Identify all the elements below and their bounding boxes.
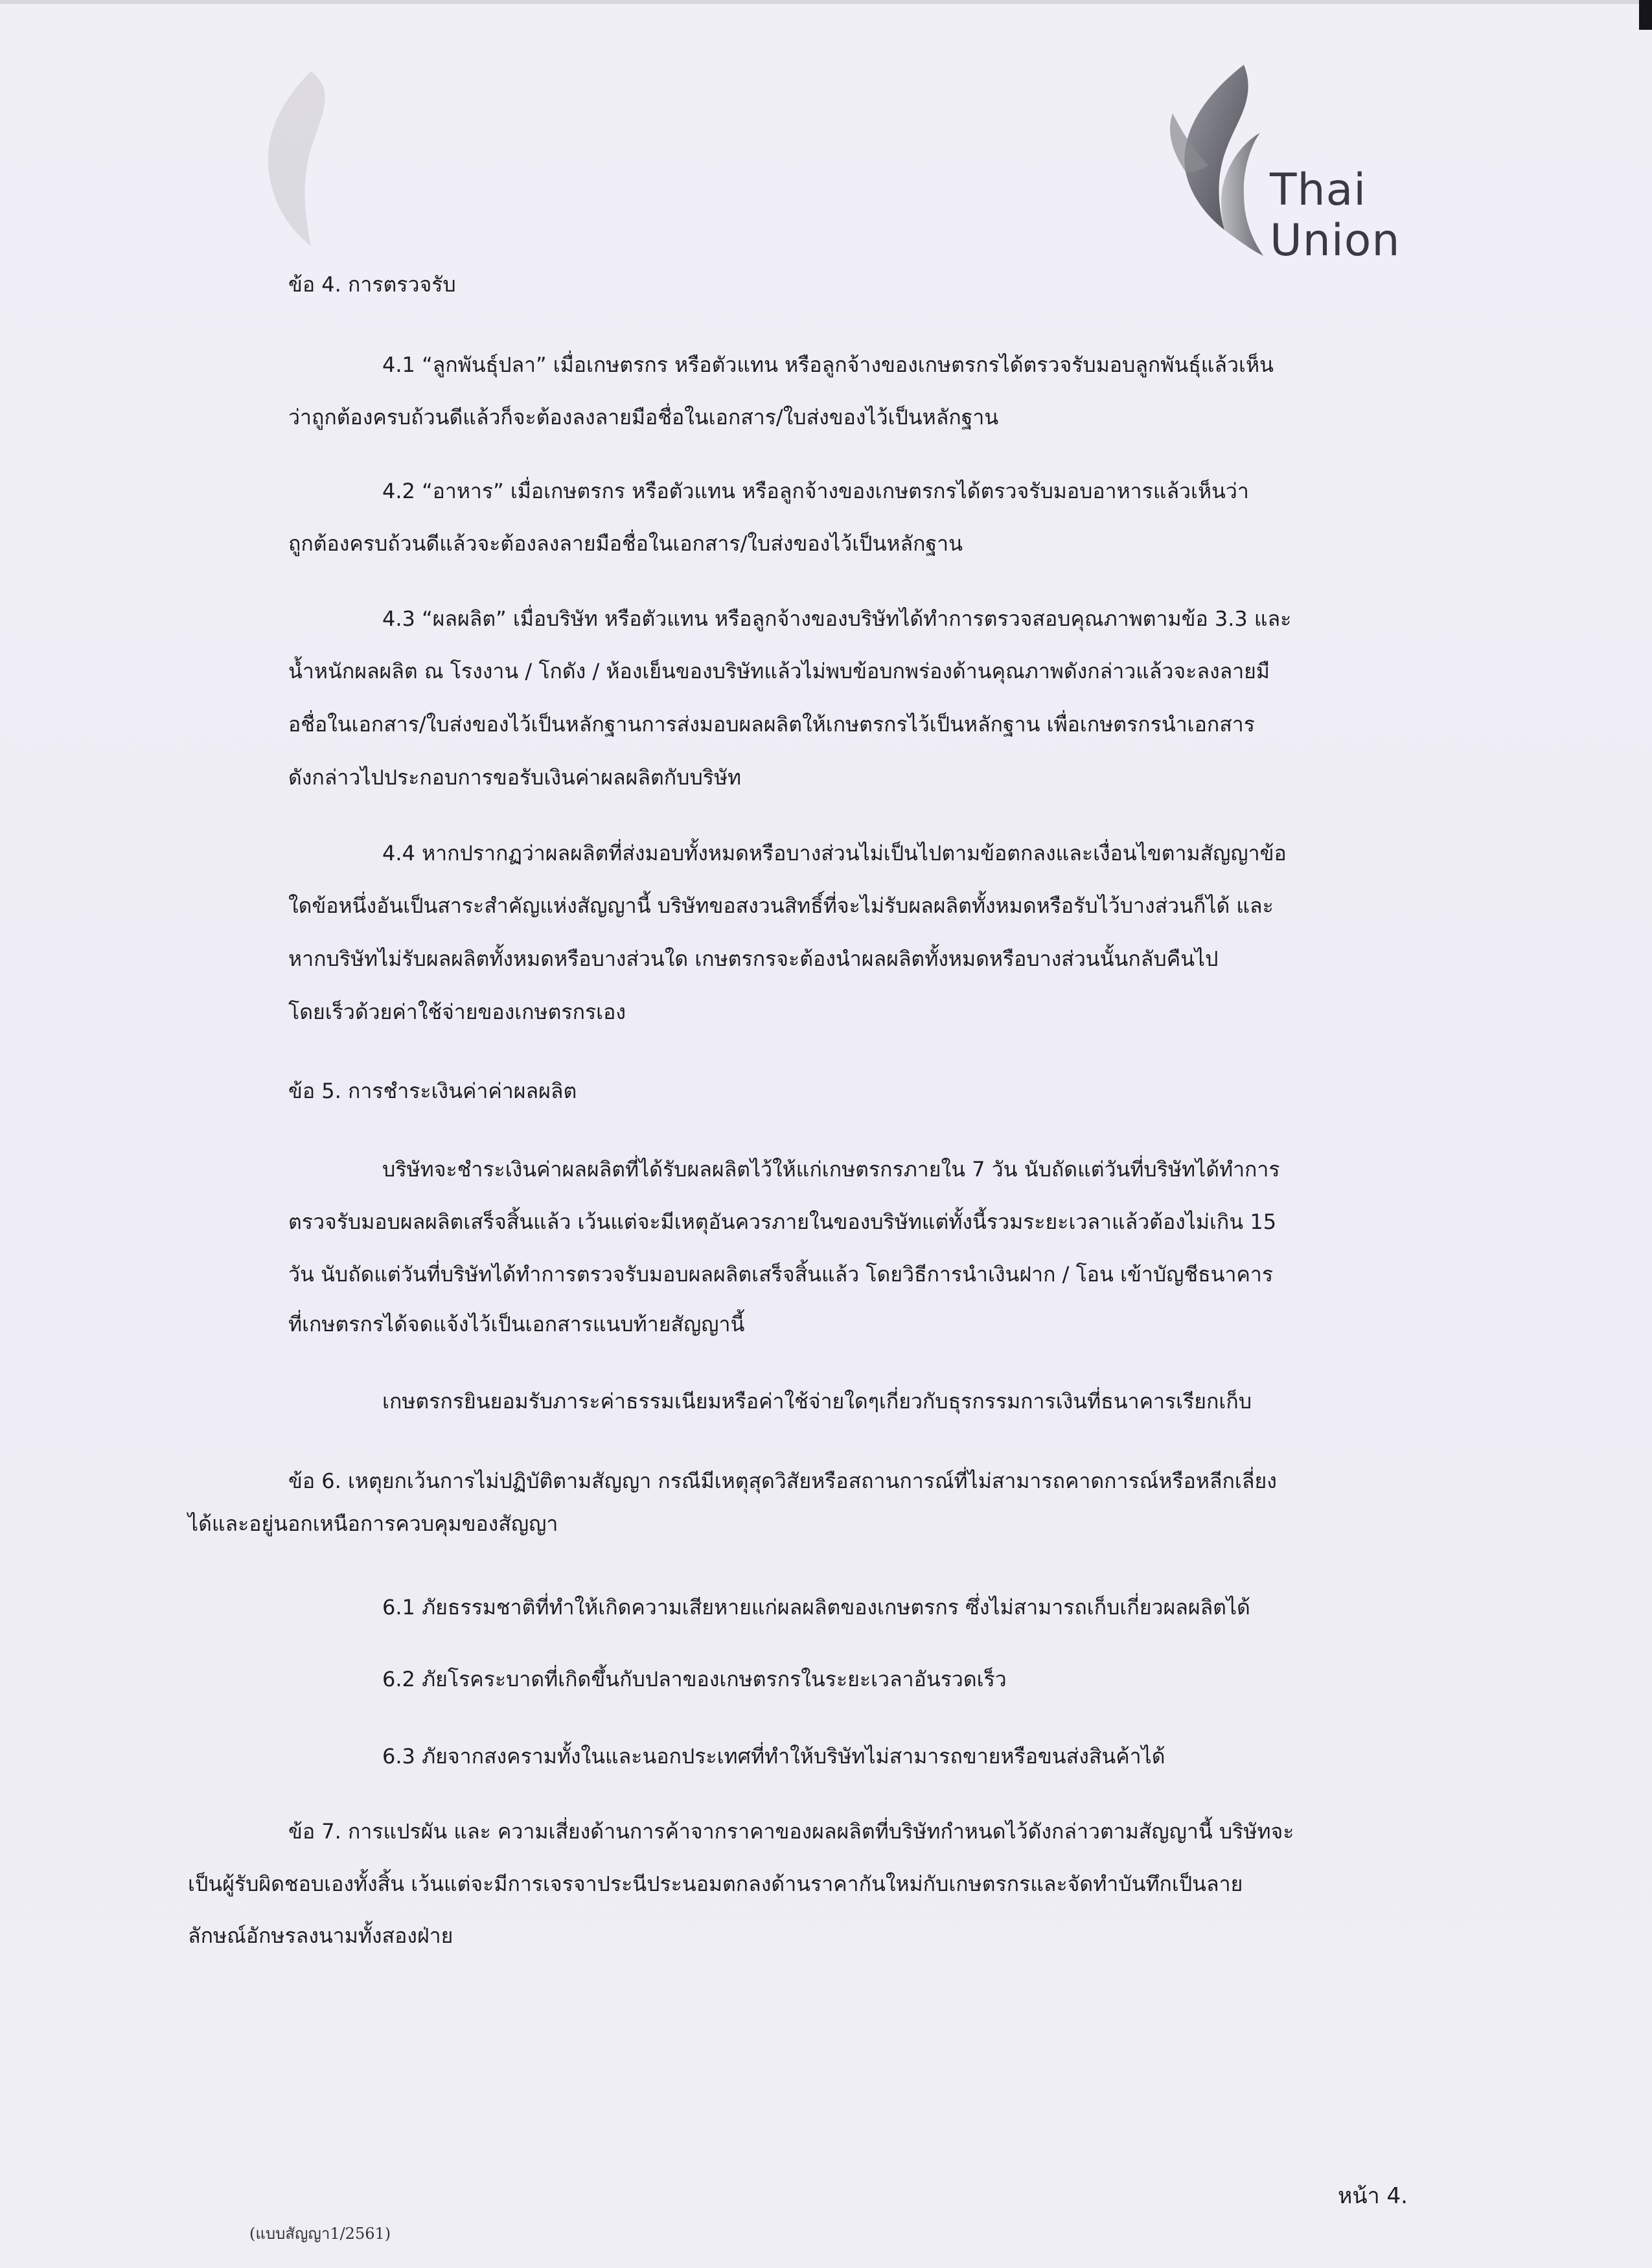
clause-4-heading: ข้อ 4. การตรวจรับ	[288, 272, 456, 297]
clause-5-line: ตรวจรับมอบผลผลิตเสร็จสิ้นแล้ว เว้นแต่จะมีเหตุอันควรภายในของบริษัทแต่ทั้งนี้รวมระยะเวลาแล้วต้องไม่เกิน 15	[288, 1209, 1277, 1234]
show-through-logo	[181, 65, 395, 272]
clause-5-line: บริษัทจะชำระเงินค่าผลผลิตที่ได้รับผลผลิตไว้ให้แก่เกษตรกรภายใน 7 วัน นับถัดแต่วันที่บริษัทได้ทำการ	[382, 1157, 1280, 1182]
clause-5-line: ที่เกษตรกรได้จดแจ้งไว้เป็นเอกสารแนบท้ายสัญญานี้	[288, 1312, 745, 1336]
clause-6-line: ได้และอยู่นอกเหนือการควบคุมของสัญญา	[188, 1511, 558, 1536]
scan-top-edge	[0, 0, 1639, 4]
clause-4-3-line: ดังกล่าวไปประกอบการขอรับเงินค่าผลผลิตกับบริษัท	[288, 765, 742, 790]
clause-4-1-line: ว่าถูกต้องครบถ้วนดีแล้วก็จะต้องลงลายมือชื่อในเอกสาร/ใบส่งของไว้เป็นหลักฐาน	[288, 405, 999, 430]
clause-7-line: ลักษณ์อักษรลงนามทั้งสองฝ่าย	[188, 1923, 453, 1948]
logo-line-1: Thai	[1270, 165, 1367, 216]
clause-4-3-line: อชื่อในเอกสาร/ใบส่งของไว้เป็นหลักฐานการส่งมอบผลผลิตให้เกษตรกรไว้เป็นหลักฐาน เพื่อเกษตรกรนำเอกสาร	[288, 712, 1255, 737]
clause-4-3-line: 4.3 “ผลผลิต” เมื่อบริษัท หรือตัวแทน หรือลูกจ้างของบริษัทได้ทำการตรวจสอบคุณภาพตามข้อ 3.3 และ	[382, 606, 1292, 631]
clause-4-4-line: ใดข้อหนึ่งอันเป็นสาระสำคัญแห่งสัญญานี้ บริษัทขอสงวนสิทธิ์ที่จะไม่รับผลผลิตทั้งหมดหรือรับไว้บางส่วนก็ได้ และ	[288, 893, 1274, 918]
clause-4-2-line: 4.2 “อาหาร” เมื่อเกษตรกร หรือตัวแทน หรือลูกจ้างของเกษตรกรได้ตรวจรับมอบอาหารแล้วเห็นว่า	[382, 479, 1249, 503]
page-number: หน้า 4.	[1338, 2183, 1408, 2209]
clause-4-3-line: น้ำหนักผลผลิต ณ โรงงาน / โกดัง / ห้องเย็นของบริษัทแล้วไม่พบข้อบกพร่องด้านคุณภาพดังกล่าวแล้วจะลงลายมื	[288, 659, 1270, 683]
clause-6-1-line: 6.1 ภัยธรรมชาติที่ทำให้เกิดความเสียหายแก่ผลผลิตของเกษตรกร ซึ่งไม่สามารถเก็บเกี่ยวผลผลิตได้	[382, 1595, 1250, 1620]
clause-5-line: วัน นับถัดแต่วันที่บริษัทได้ทำการตรวจรับมอบผลผลิตเสร็จสิ้นแล้ว โดยวิธีการนำเงินฝาก / โอน เข้าบัญชีธนาคาร	[288, 1262, 1274, 1287]
clause-7-line: เป็นผู้รับผิดชอบเองทั้งสิ้น เว้นแต่จะมีการเจรจาประนีประนอมตกลงด้านราคากันใหม่กับเกษตรกรและจัดทำบันทึกเป็นลาย	[188, 1872, 1243, 1896]
clause-4-4-line: หากบริษัทไม่รับผลผลิตทั้งหมดหรือบางส่วนใด เกษตรกรจะต้องนำผลผลิตทั้งหมดหรือบางส่วนนั้นกลับคืนไป	[288, 946, 1219, 971]
clause-4-1-line: 4.1 “ลูกพันธุ์ปลา” เมื่อเกษตรกร หรือตัวแทน หรือลูกจ้างของเกษตรกรได้ตรวจรับมอบลูกพันธุ์แล้วเห็น	[382, 352, 1274, 377]
logo-line-2: Union	[1270, 215, 1401, 266]
clause-5-bank-fee-line: เกษตรกรยินยอมรับภาระค่าธรรมเนียมหรือค่าใช้จ่ายใดๆเกี่ยวกับธุรกรรมการเงินที่ธนาคารเรียกเก็บ	[382, 1389, 1252, 1414]
logo-wordmark	[1270, 165, 1400, 266]
clause-4-4-line: 4.4 หากปรากฏว่าผลผลิตที่ส่งมอบทั้งหมดหรือบางส่วนไม่เป็นไปตามข้อตกลงและเงื่อนไขตามสัญญาข้อ	[382, 841, 1287, 865]
clause-6-3-line: 6.3 ภัยจากสงครามทั้งในและนอกประเทศที่ทำให้บริษัทไม่สามารถขายหรือขนส่งสินค้าได้	[382, 1744, 1165, 1769]
clause-6-2-line: 6.2 ภัยโรคระบาดที่เกิดขึ้นกับปลาของเกษตรกรในระยะเวลาอันรวดเร็ว	[382, 1667, 1007, 1691]
clause-4-2-line: ถูกต้องครบถ้วนดีแล้วจะต้องลงลายมือชื่อในเอกสาร/ใบส่งของไว้เป็นหลักฐาน	[288, 531, 963, 556]
form-code: (แบบสัญญา1/2561)	[249, 2225, 391, 2243]
thai-union-logo	[1147, 62, 1425, 269]
clause-6-line: ข้อ 6. เหตุยกเว้นการไม่ปฏิบัติตามสัญญา กรณีมีเหตุสุดวิสัยหรือสถานการณ์ที่ไม่สามารถคาดการณ์หรือหลีกเลี่ยง	[288, 1469, 1277, 1493]
clause-7-line: ข้อ 7. การแปรผัน และ ความเสี่ยงด้านการค้าจากราคาของผลผลิตที่บริษัทกำหนดไว้ดังกล่าวตามสัญญานี้ บริษัทจะ	[288, 1819, 1294, 1844]
clause-4-4-line: โดยเร็วด้วยค่าใช้จ่ายของเกษตรกรเอง	[288, 1000, 626, 1024]
scan-corner-shadow	[1639, 0, 1652, 30]
clause-5-heading: ข้อ 5. การชำระเงินค่าค่าผลผลิต	[288, 1079, 577, 1103]
